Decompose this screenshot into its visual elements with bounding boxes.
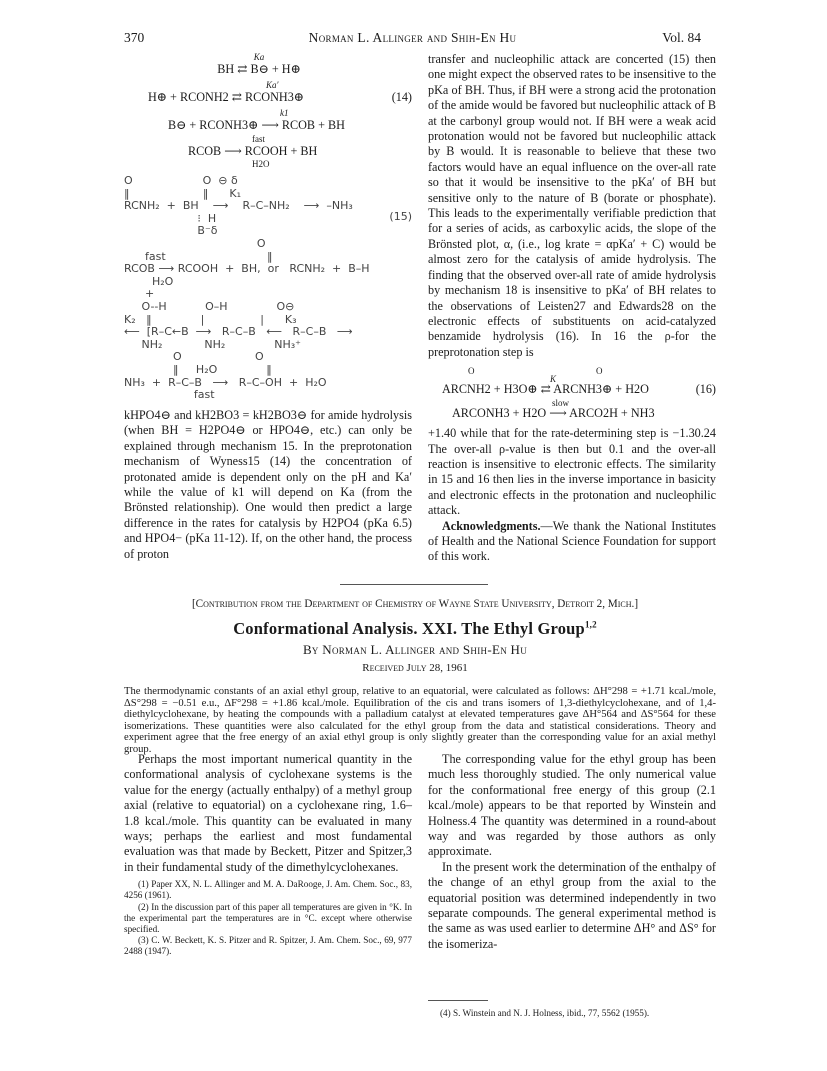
page-number: 370 [124,30,145,45]
volume-label: Vol. 84 [662,30,701,45]
scheme-line: O O ⊖ δ [124,174,238,187]
right-column-top [428,52,716,565]
scheme-line: NH₃ + R–C–B ⟶ R–C–OH + H₂O [124,375,327,389]
mechanism-scheme-15 [124,174,412,402]
scheme-line: fast ‖ [124,249,273,263]
right-paragraph-2: +1.40 while that for the rate-determining step is −1.30.24 The over-all ρ-value is then but 0.1 and the over-all reaction is insensitive to electronic effects. The similarity in 15 and 16 then lies in the inverse importance in basicity and electronic effects in the protonation and nucleophilic attack. [428,426,716,518]
ack-heading: Acknowledgments. [442,518,541,533]
scheme-line: ⁝ H [124,211,217,225]
page-header [124,30,701,50]
scheme-line: O--H O–H O⊖ [124,300,295,313]
body-paragraph-1: Perhaps the most important numerical quantity in the conformational analysis of cyclohexane systems is the value for the energy (actually enthalpy) of a methyl group axial (relative to equatorial) on a cyclohexane ring, 1.6–1.8 kcal./mole. This quantity can be evaluated in many ways; perhaps the earliest and most fundamental evaluation was that made by Beckett, Pitzer and Spitzer,3 in their fundamental study of the dimethylcyclohexanes. [124,752,412,874]
right-paragraph-1: transfer and nucleophilic attack are concerted (15) then one might expect the observed rates to be insensitive to the pKa of BH. Thus, if BH were a strong acid the protonation of the amide would be favored but nucleophilic attack of B at the carbonyl group would not. If BH were a weak acid protonation would not be favored but nucleophilic attack by B would. It is reasonable to believe that these two factors would have an equal influence on the over-all rate so that it would be insensitive to the pKa′ of BH but sensitive only to the nature of B (borate or phosphate). This leads to the experimentally verifiable prediction that for a series of acids, as carboxylic acids, the slope of the Brönsted plot, α, (i.e., log krate = αpKa′ + C) would be almost zero for the catalysis of amide hydrolysis. The finding that the observed over-all rate of amide hydrolysis by mechanism 18 is insensitive to pKa′ of BH relates to the observations of Leisten27 and Edwards28 on the electronic effects of substituents on acid-catalyzed benzamide hydrolysis (16). In 16 the ρ-for the preprotonation step is [428,52,716,359]
footnote-4: (4) S. Winstein and N. J. Holness, ibid., 77, 5562 (1955). [440,1008,650,1018]
scheme-line: fast [124,388,215,402]
scheme-line: + [124,287,155,301]
body-left-column [124,752,412,958]
scheme-line: B⁻δ [124,224,218,238]
footnotes [124,879,412,957]
contribution-line: [Contribution from the Department of Chemistry of Wayne State University, Detroit 2, Mich.] [191,598,639,610]
body-paragraph-2: The corresponding value for the ethyl group has been much less thoroughly studied. The only numerical value for the conformational free energy of this group (2.1 kcal./mole) appears to be that reported by Winstein and Holness.4 The quantity was determined in a round-about way and was regarded by those authors as only approximate. [428,752,716,859]
scheme-line: ⟵ [R–C←B ⟶ R–C–B ⟵ R–C–B ⟶ [124,325,353,339]
footnote-1: (1) Paper XX, N. L. Allinger and M. A. DaRooge, J. Am. Chem. Soc., 83, 4256 (1961). [124,879,412,901]
scheme-line: O O [124,350,264,364]
scheme-line: K₂ ‖ | | K₃ [124,312,297,326]
scheme-line: ‖ ‖ K₁ [124,186,263,200]
footnote-2: (2) In the discussion part of this paper all temperatures are given in °K. In the experimental part the temperatures are in °C. except where otherwise specified. [124,901,412,935]
received-date: Received July 28, 1961 [362,662,468,674]
equation-16: O O K ARCNH2 + H3O⊕ ⇄ ARCNH3⊕ + H2O (16) slow ARCONH3 + H2O ⟶ ARCO2H + NH3 [442,366,716,421]
equation-number-15: (15) [389,210,412,223]
scheme-line: RCOB ⟶ RCOOH + BH, or RCNH₂ + B–H [124,262,370,276]
left-column-top [124,52,412,562]
scheme-line: RCNH₂ + BH ⟶ R–C–NH₂ ⟶ –NH₃ [124,199,353,213]
scheme-line: NH₂ NH₂ NH₃⁺ [124,337,301,351]
abstract: The thermodynamic constants of an axial ethyl group, relative to an equatorial, were calculated as follows: ΔH°298 = +1.71 kcal./mole, ΔS°298 = −0.51 e.u., ΔF°298 = +1.86 kcal./mole. Equilibration of the cis and trans isomers of 1,3-diethylcyclohexane, and of 1,4-diethylcyclohexane, by heating the compounds with a palladium catalyst at elevated temperatures gave ΔH°564 and ΔS°564 for these isomerizations. These quantities were also calculated for the ethyl group from the data and statistical considerations. Theory and experiment agree that the free energy of an axial ethyl group is only slightly greater than the corresponding value for an axial methyl group. [124,686,716,755]
body-paragraph-3: In the present work the determination of the enthalpy of the change of an ethyl group from the axial to the equatorial position was determined independently in two separate compounds. The general experimental method is the same as was used earlier to determine ΔH° and ΔS° for the isomeriza- [428,859,716,951]
equation-ka: Ka BH ⇄ B⊖ + H⊕ [217,52,301,76]
article-title: Conformational Analysis. XXI. The Ethyl Group$^{1,2}$ [233,619,597,638]
article-authors: By Norman L. Allinger and Shih-En Hu [302,642,528,657]
left-paragraph: kHPO4⊖ and kH2BO3 = kH2BO3⊖ for amide hydrolysis (when BH = H2PO4⊖ or HPO4⊖, etc.) can only be explained through mechanism 15. In the preprotonation mechanism of Wyness15 (14) the concentration of protonated amide is dependent only on the pH and Ka′ while the value of k1 will depend on Ka (from the Brönsted relationship). One would then predict a large difference in the rates for catalysis by H2PO4 (pKa 6.5) and HPO4− (pKa 11-12). If, on the other hand, the process of proton [124,408,412,561]
equation-number-16: (16) [695,382,716,397]
footnote-3: (3) C. W. Beckett, K. S. Pitzer and R. Spitzer, J. Am. Chem. Soc., 69, 977 2488 (1947). [124,935,412,957]
ack-text: —We thank the National Institutes of Health and the National Science Foundation for support of this work. [428,518,716,564]
equation-block-14 [124,52,412,169]
equation-number-14: (14) [391,90,412,104]
body-right-column [428,752,716,952]
running-title: Norman L. Allinger and Shih-En Hu [308,30,517,45]
acknowledgments [428,519,716,565]
equation-fast: fast RCOB ⟶ RCOOH + BH H2O [188,134,318,169]
scheme-line: O [124,237,266,250]
scheme-line: H₂O [124,274,174,288]
scheme-line: ‖ H₂O ‖ [124,363,272,376]
equation-ka-prime: Ka′ H⊕ + RCONH2 ⇄ RCONH3⊕ (14) [148,80,412,104]
footnote-rule [428,1000,488,1001]
equation-k1: k1 B⊖ + RCONH3⊕ ⟶ RCOB + BH [168,108,345,132]
section-divider [340,584,488,585]
